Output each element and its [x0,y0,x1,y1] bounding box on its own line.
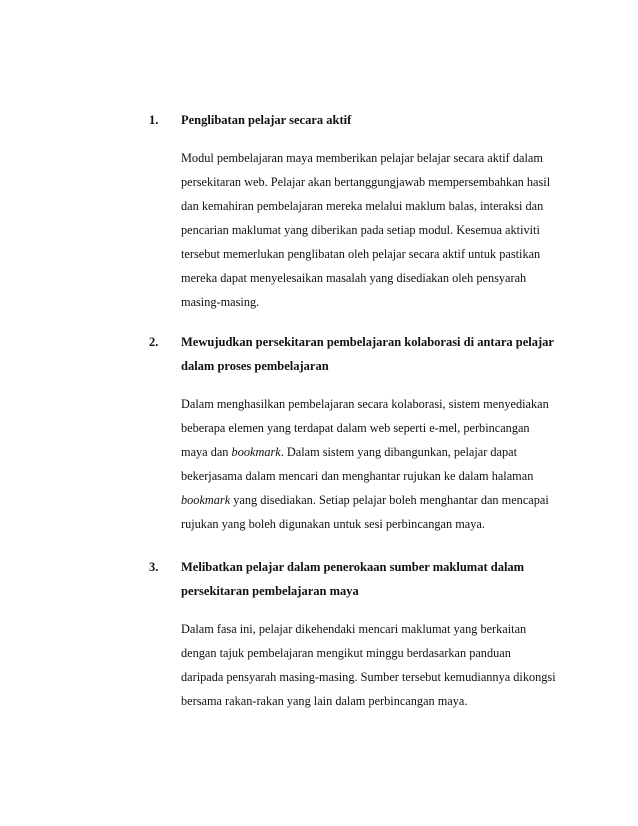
section-3 [149,555,556,713]
body-line: beberapa elemen yang terdapat dalam web seperti e-mel, perbincangan [181,421,530,435]
heading-line: Mewujudkan persekitaran pembelajaran kolaborasi di antara pelajar [181,335,554,349]
body-text: . Dalam sistem yang dibangunkan, pelajar dapat [280,445,518,459]
body-line: bersama rakan-rakan yang lain dalam perbincangan maya. [181,694,468,708]
section-number: 1. [149,113,159,127]
body-line: dengan tajuk pembelajaran mengikut minggu berdasarkan panduan [181,646,511,660]
section-2 [149,330,554,536]
section-heading [149,108,549,132]
section-title [181,555,551,603]
body-text: yang disediakan. Setiap pelajar boleh menghantar dan mencapai [230,493,549,507]
section-heading [149,330,554,378]
section-number: 2. [149,335,159,349]
body-line: Dalam menghasilkan pembelajaran secara kolaborasi, sistem menyediakan [181,397,549,411]
heading-line: dalam proses pembelajaran [181,359,329,373]
body-line: daripada pensyarah masing-masing. Sumber tersebut kemudiannya dikongsi [181,670,556,684]
body-line [181,440,551,464]
body-text: maya dan [181,445,232,459]
section-title [181,330,554,378]
body-line [181,488,551,512]
section-body [181,146,551,314]
body-line: Dalam fasa ini, pelajar dikehendaki mencari maklumat yang berkaitan [181,622,527,636]
body-line: masing-masing. [181,295,260,309]
section-heading [149,555,549,603]
body-line: bekerjasama dalam mencari dan menghantar rujukan ke dalam halaman [181,469,534,483]
body-line: pencarian maklumat yang diberikan pada setiap modul. Kesemua aktiviti [181,223,540,237]
italic-term: bookmark [181,493,231,507]
section-1 [149,108,549,314]
section-title [181,108,551,132]
body-line: rujukan yang boleh digunakan untuk sesi perbincangan maya. [181,517,485,531]
section-number: 3. [149,560,159,574]
section-body [181,392,551,536]
italic-term: bookmark [231,445,281,459]
body-line: tersebut memerlukan penglibatan oleh pelajar secara aktif untuk pastikan [181,247,541,261]
body-line: Modul pembelajaran maya memberikan pelajar belajar secara aktif dalam [181,151,543,165]
body-line: dan kemahiran pembelajaran mereka melalui maklum balas, interaksi dan [181,199,544,213]
heading-line: persekitaran pembelajaran maya [181,584,359,598]
body-line: mereka dapat menyelesaikan masalah yang disediakan oleh pensyarah [181,271,527,285]
section-body [181,617,556,713]
body-line: persekitaran web. Pelajar akan bertanggungjawab mempersembahkan hasil [181,175,551,189]
heading-line: Melibatkan pelajar dalam penerokaan sumber maklumat dalam [181,560,525,574]
heading-line: Penglibatan pelajar secara aktif [181,113,352,127]
